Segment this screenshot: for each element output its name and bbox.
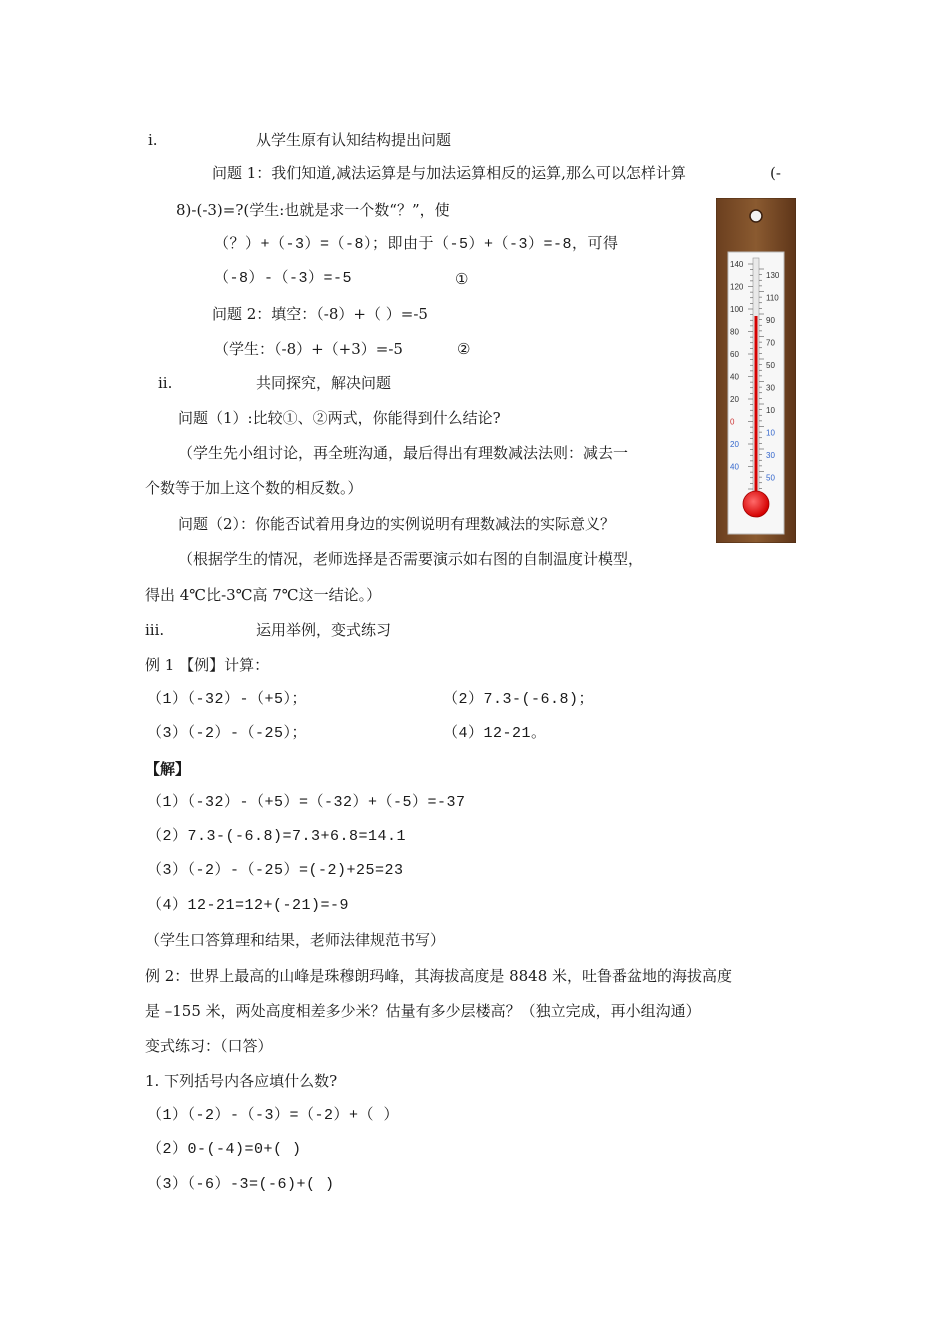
thermometer-image bbox=[716, 198, 796, 543]
solution-line: （4）12-21=12+(-21)=-9 bbox=[147, 897, 350, 914]
example1-item: （3）（-2）-（-25）； bbox=[147, 725, 308, 742]
hanging-hole bbox=[750, 210, 762, 222]
example1-item: （4）12-21。 bbox=[443, 725, 547, 742]
solution-title: 【解】 bbox=[145, 760, 191, 778]
mercury-column bbox=[755, 316, 758, 498]
celsius-tick-label: 20 bbox=[730, 440, 739, 449]
fahrenheit-tick-label: 30 bbox=[766, 451, 775, 460]
equation-marker-2: ② bbox=[457, 340, 471, 358]
practice-title: 变式练习：（口答） bbox=[145, 1037, 273, 1055]
practice-item: （1）（-2）-（-3）=（-2）+（ ） bbox=[147, 1107, 400, 1124]
solution-line: （3）（-2）-（-25）=(-2)+25=23 bbox=[147, 862, 404, 879]
fahrenheit-tick-label: 10 bbox=[766, 406, 775, 415]
explore-answer2-b: 得出 4℃比-3℃高 7℃这一结论。） bbox=[145, 586, 382, 604]
example1-item: （2）7.3-(-6.8)； bbox=[443, 691, 595, 708]
problem1-line2: 8)-(-3)=?(学生:也就是求一个数“？”，使 bbox=[176, 201, 450, 219]
practice-question: 1. 下列括号内各应填什么数? bbox=[145, 1072, 338, 1090]
explore-question1: 问题（1）:比较①、②两式，你能得到什么结论? bbox=[178, 409, 501, 427]
explore-answer1-a: （学生先小组讨论，再全班沟通，最后得出有理数减法法则：减去一 bbox=[178, 444, 629, 462]
fahrenheit-tick-label: 10 bbox=[766, 428, 775, 438]
fahrenheit-tick-label: 110 bbox=[766, 293, 779, 303]
problem1-line1-tail: (- bbox=[770, 164, 781, 182]
celsius-tick-label: 80 bbox=[730, 327, 739, 337]
celsius-tick-label: 140 bbox=[730, 260, 744, 269]
example1-item: （1）（-32）-（+5）； bbox=[147, 691, 308, 708]
solution-line: （2）7.3-(-6.8)=7.3+6.8=14.1 bbox=[147, 828, 407, 845]
problem2-line2: （学生：（-8）+（+3）=-5 bbox=[214, 340, 403, 358]
celsius-tick-label: 20 bbox=[730, 395, 739, 404]
bulb bbox=[743, 491, 769, 517]
fahrenheit-tick-label: 70 bbox=[766, 338, 775, 348]
celsius-tick-label: 100 bbox=[730, 305, 744, 314]
example2-line1: 例 2：世界上最高的山峰是珠穆朗玛峰，其海拔高度是 8848 米，吐鲁番盆地的海拔高度 bbox=[145, 967, 733, 985]
celsius-tick-label: 40 bbox=[730, 372, 739, 382]
practice-item: （2）0-(-4)=0+( ) bbox=[147, 1141, 302, 1158]
explore-answer2-a: （根据学生的情况，老师选择是否需要演示如右图的自制温度计模型， bbox=[178, 550, 644, 568]
fahrenheit-tick-label: 90 bbox=[766, 316, 775, 325]
section-number: i. bbox=[148, 131, 158, 149]
problem1-line3: （？）+（-3）=（-8）；即由于（-5）+（-3）=-8，可得 bbox=[214, 236, 619, 253]
section-number: iii. bbox=[145, 621, 165, 639]
problem2-line1: 问题 2：填空：（-8）+（ ）=-5 bbox=[212, 305, 428, 323]
fahrenheit-tick-label: 30 bbox=[766, 383, 775, 393]
explore-answer1-b: 个数等于加上这个数的相反数。） bbox=[145, 479, 363, 497]
section-title: 运用举例，变式练习 bbox=[256, 621, 392, 639]
celsius-tick-label: 0 bbox=[730, 417, 735, 427]
fahrenheit-tick-label: 50 bbox=[766, 361, 775, 370]
problem1-line1: 问题 1：我们知道,减法运算是与加法运算相反的运算,那么可以怎样计算 bbox=[212, 164, 686, 182]
example2-line2: 是 –155 米，两处高度相差多少米？估量有多少层楼高？（独立完成，再小组沟通） bbox=[145, 1002, 701, 1020]
example1-note: （学生口答算理和结果，老师法律规范书写） bbox=[145, 931, 446, 949]
celsius-tick-label: 40 bbox=[730, 462, 739, 472]
problem1-line4: （-8）-（-3）=-5 bbox=[214, 270, 353, 287]
section-number: ii. bbox=[158, 374, 173, 392]
example1-title: 例 1 【例】计算： bbox=[145, 656, 270, 674]
solution-line: （1）（-32）-（+5）=（-32）+（-5）=-37 bbox=[147, 794, 466, 811]
celsius-tick-label: 60 bbox=[730, 350, 739, 359]
section-title: 共同探究，解决问题 bbox=[256, 374, 392, 392]
fahrenheit-tick-label: 130 bbox=[766, 271, 780, 280]
celsius-tick-label: 120 bbox=[730, 282, 744, 292]
practice-item: （3）（-6）-3=(-6)+( ) bbox=[147, 1176, 335, 1193]
explore-question2: 问题（2）：你能否试着用身边的实例说明有理数减法的实际意义？ bbox=[178, 515, 616, 533]
fahrenheit-tick-label: 50 bbox=[766, 473, 775, 483]
section-title: 从学生原有认知结构提出问题 bbox=[256, 131, 452, 149]
equation-marker-1: ① bbox=[455, 270, 469, 288]
